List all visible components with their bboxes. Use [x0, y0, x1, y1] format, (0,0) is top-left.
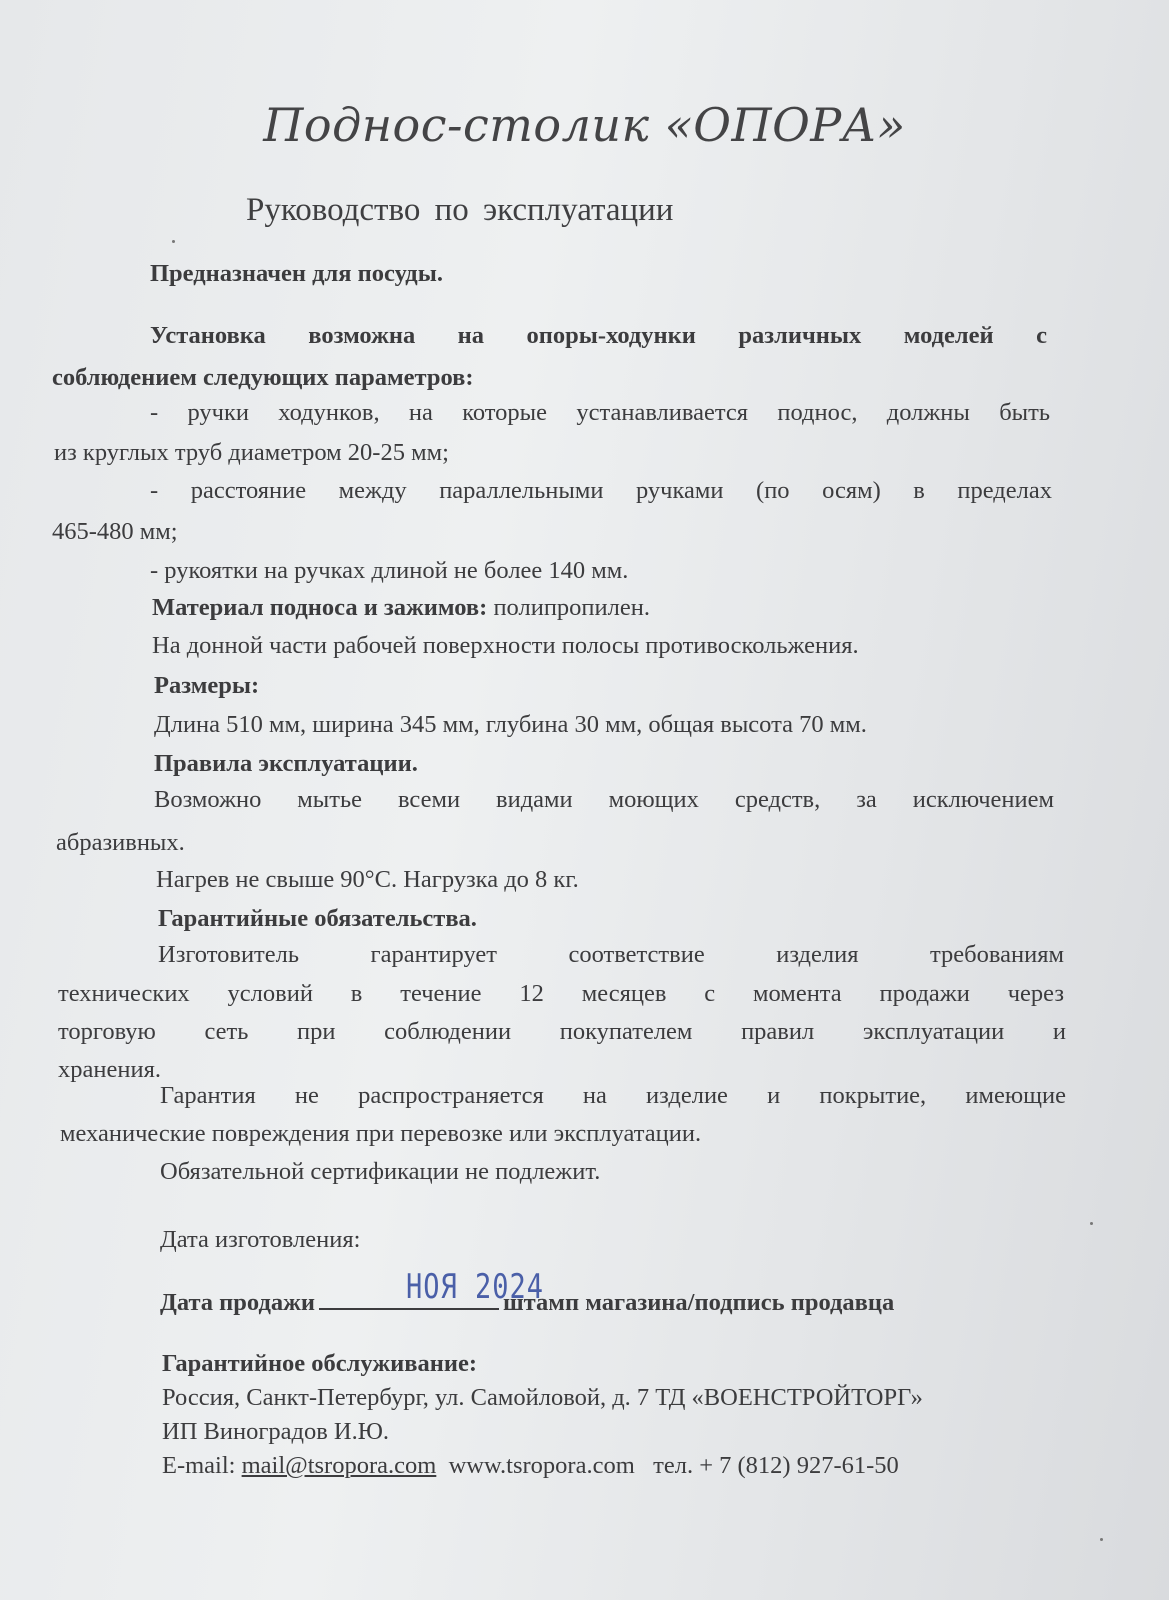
- sale-date-blank: [319, 1288, 499, 1310]
- paper-speck: [1090, 1222, 1093, 1225]
- document-title: Поднос-столик «ОПОРА»: [263, 98, 906, 152]
- email-label: E-mail:: [162, 1452, 242, 1479]
- sizes-value: Длина 510 мм, ширина 345 мм, глубина 30 мм, общая высота 70 мм.: [154, 711, 867, 738]
- rules-line-1: Возможно мытье всеми видами моющих средств, за исключением: [154, 786, 1054, 813]
- material-value: полипропилен.: [487, 594, 650, 621]
- sale-date-row: [160, 1288, 894, 1317]
- rules-line-3: Нагрев не свыше 90°С. Нагрузка до 8 кг.: [156, 866, 579, 893]
- warranty-line-4: хранения.: [58, 1056, 161, 1083]
- paper-speck: [1100, 1538, 1103, 1541]
- param-2-line-1: - расстояние между параллельными ручками (по осям) в пределах: [150, 477, 1052, 504]
- service-entrepreneur: ИП Виноградов И.Ю.: [162, 1418, 390, 1445]
- material-label: Материал подноса и зажимов:: [152, 594, 488, 621]
- service-address: Россия, Санкт-Петербург, ул. Самойловой, д. 7 ТД «ВОЕНСТРОЙТОРГ»: [162, 1384, 923, 1411]
- param-2-line-2: 465-480 мм;: [52, 518, 178, 545]
- website-link[interactable]: www.tsropora.com: [448, 1452, 635, 1479]
- sale-date-label: Дата продажи: [160, 1289, 315, 1316]
- manufacture-date-label: Дата изготовления:: [160, 1226, 361, 1253]
- install-line-2: соблюдением следующих параметров:: [52, 364, 474, 391]
- material-note: На донной части рабочей поверхности полосы противоскольжения.: [152, 632, 859, 659]
- material-line: [152, 594, 650, 622]
- sale-date-stamp: НОЯ 2024: [406, 1268, 545, 1307]
- sizes-label: Размеры:: [154, 672, 260, 699]
- service-label: Гарантийное обслуживание:: [162, 1350, 477, 1377]
- warranty-line-7: Обязательной сертификации не подлежит.: [160, 1158, 601, 1185]
- phone-number: тел. + 7 (812) 927-61-50: [653, 1452, 899, 1479]
- warranty-line-3: торговую сеть при соблюдении покупателем правил эксплуатации и: [58, 1018, 1066, 1045]
- contact-row: [162, 1452, 899, 1480]
- email-link[interactable]: mail@tsropora.com: [241, 1452, 437, 1479]
- rules-line-2: абразивных.: [56, 829, 185, 856]
- warranty-line-6: механические повреждения при перевозке или эксплуатации.: [60, 1120, 702, 1147]
- param-1-line-2: из круглых труб диаметром 20-25 мм;: [54, 439, 449, 466]
- warranty-line-2: технических условий в течение 12 месяцев с момента продажи через: [58, 980, 1064, 1007]
- warranty-line-1: Изготовитель гарантирует соответствие изделия требованиям: [158, 941, 1064, 968]
- document-subtitle: Руководство по эксплуатации: [246, 192, 674, 228]
- paper-speck: [172, 240, 175, 243]
- warranty-label: Гарантийные обязательства.: [158, 905, 477, 932]
- param-3: - рукоятки на ручках длиной не более 140 мм.: [150, 557, 629, 584]
- rules-label: Правила эксплуатации.: [154, 750, 418, 777]
- purpose-text: Предназначен для посуды.: [150, 260, 443, 287]
- install-line-1: Установка возможна на опоры-ходунки различных моделей с: [150, 322, 1047, 349]
- param-1-line-1: - ручки ходунков, на которые устанавливается поднос, должны быть: [150, 399, 1050, 426]
- warranty-line-5: Гарантия не распространяется на изделие и покрытие, имеющие: [160, 1082, 1066, 1109]
- store-stamp-label: штамп магазина/подпись продавца: [503, 1289, 895, 1316]
